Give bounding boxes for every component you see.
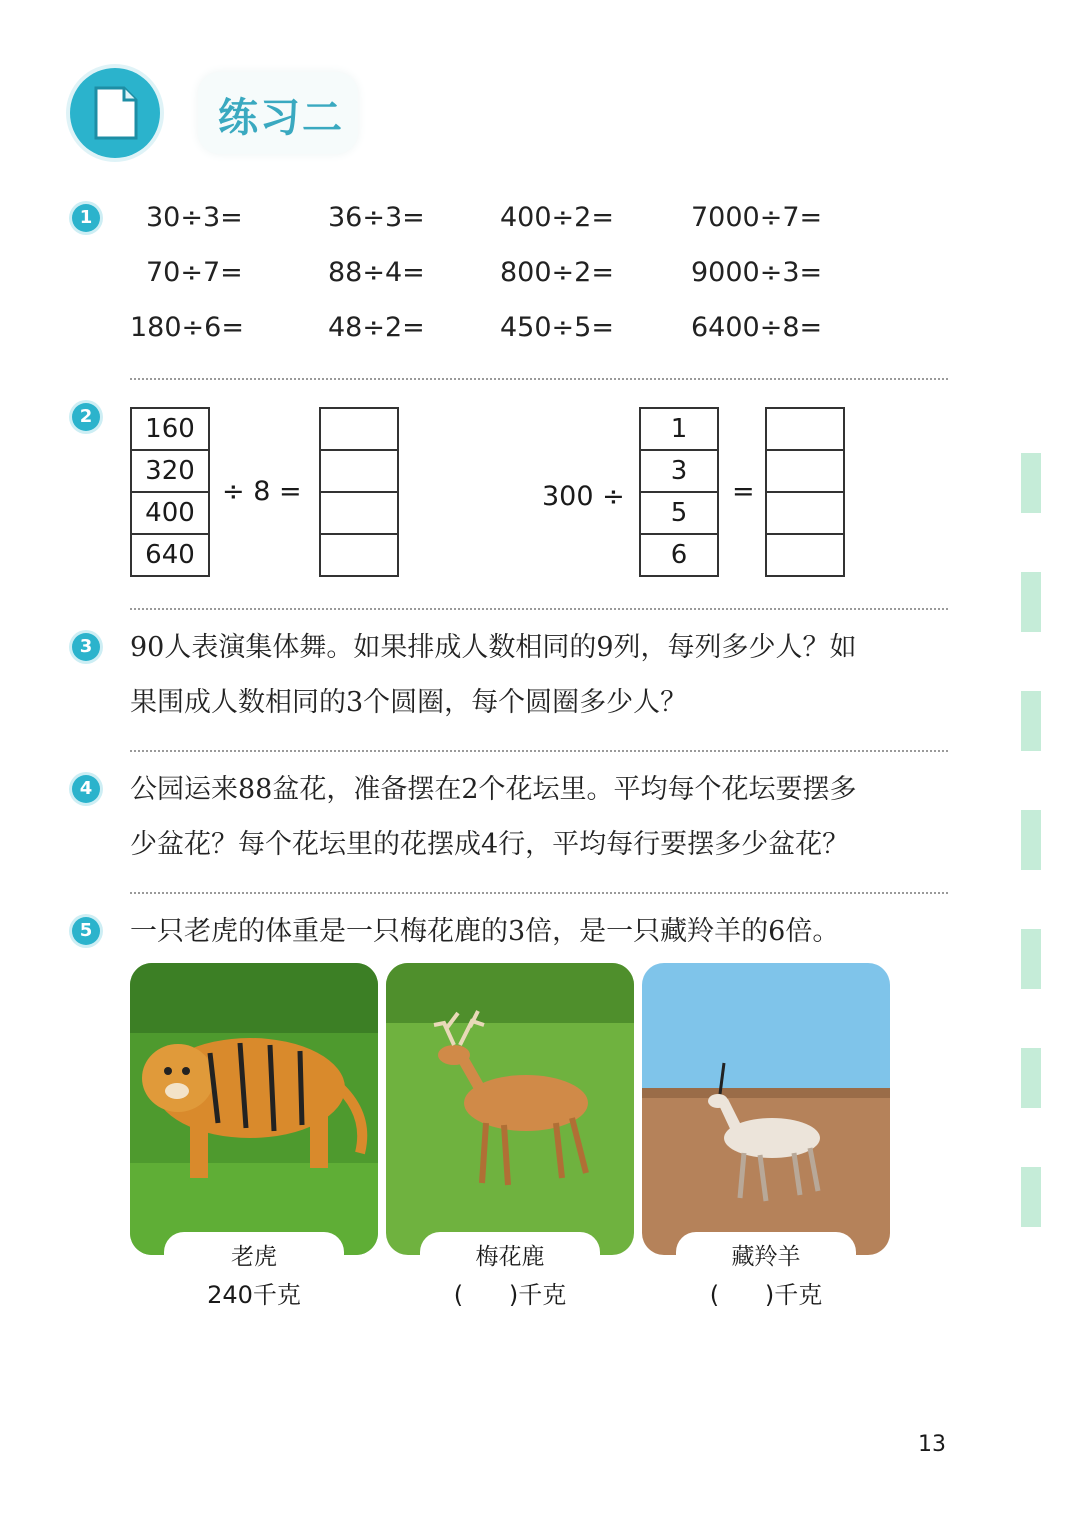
answer-column	[319, 407, 399, 577]
answer-cell[interactable]	[767, 409, 843, 451]
divisor-cell: 1	[641, 409, 717, 451]
expression: 180÷6=	[130, 312, 244, 343]
dividend-cell: 320	[132, 451, 208, 493]
side-tab-marker	[1021, 572, 1041, 632]
expression: 7000÷7=	[691, 202, 823, 233]
answer-cell[interactable]	[321, 493, 397, 535]
page-number: 13	[918, 1432, 946, 1457]
dividend-column	[130, 407, 210, 577]
question-text: 公园运来88盆花，准备摆在2个花坛里。平均每个花坛要摆多	[130, 774, 857, 805]
section-divider	[130, 750, 948, 752]
deer-photo	[386, 963, 634, 1255]
animal-weight-antelope[interactable]: ( )千克	[709, 1281, 823, 1309]
side-tab-marker	[1021, 1048, 1041, 1108]
divisor-cell: 3	[641, 451, 717, 493]
answer-column	[765, 407, 845, 577]
animal-weight-deer[interactable]: ( )千克	[453, 1281, 567, 1309]
question-text: 少盆花？每个花坛里的花摆成4行，平均每行要摆多少盆花？	[130, 829, 850, 860]
answer-cell[interactable]	[767, 535, 843, 575]
question-number-1: 1	[72, 204, 100, 232]
answer-cell[interactable]	[767, 493, 843, 535]
document-icon	[70, 68, 160, 158]
question-text: 90人表演集体舞。如果排成人数相同的9列，每列多少人？如	[130, 632, 857, 663]
answer-cell[interactable]	[321, 451, 397, 493]
expression: 70÷7=	[146, 257, 243, 288]
animal-name-deer: 梅花鹿	[475, 1244, 545, 1270]
divide-operator: ÷ 8 =	[222, 476, 302, 507]
answer-cell[interactable]	[321, 409, 397, 451]
side-tab-marker	[1021, 1167, 1041, 1227]
expression: 9000÷3=	[691, 257, 823, 288]
question-text: 果围成人数相同的3个圆圈，每个圆圈多少人？	[130, 687, 688, 718]
animal-name-tiger: 老虎	[231, 1244, 277, 1270]
section-divider	[130, 608, 948, 610]
side-tab-marker	[1021, 691, 1041, 751]
expression: 6400÷8=	[691, 312, 823, 343]
expression: 450÷5=	[500, 312, 614, 343]
question-number-4: 4	[72, 775, 100, 803]
dividend-cell: 160	[132, 409, 208, 451]
dividend-cell: 400	[132, 493, 208, 535]
expression: 36÷3=	[328, 202, 425, 233]
expression: 30÷3=	[146, 202, 243, 233]
question-text: 一只老虎的体重是一只梅花鹿的3倍，是一只藏羚羊的6倍。	[130, 916, 840, 947]
answer-cell[interactable]	[767, 451, 843, 493]
expression: 800÷2=	[500, 257, 614, 288]
divisor-column	[639, 407, 719, 577]
expression: 88÷4=	[328, 257, 425, 288]
dividend-cell: 640	[145, 540, 195, 570]
animal-weight-tiger: 240千克	[207, 1281, 301, 1309]
question-number-2: 2	[72, 403, 100, 431]
divisor-cell: 6	[670, 540, 688, 570]
dividend-label: 300 ÷	[542, 481, 625, 512]
section-divider	[130, 892, 948, 894]
page-title: 练习二	[218, 94, 344, 141]
divisor-cell: 5	[641, 493, 717, 535]
section-divider	[130, 378, 948, 380]
question-number-3: 3	[72, 633, 100, 661]
question-number-5: 5	[72, 917, 100, 945]
side-tab-marker	[1021, 810, 1041, 870]
expression: 400÷2=	[500, 202, 614, 233]
expression: 48÷2=	[328, 312, 425, 343]
answer-cell[interactable]	[321, 535, 397, 575]
antelope-photo	[642, 963, 890, 1255]
animal-name-antelope: 藏羚羊	[731, 1244, 801, 1270]
side-tab-marker	[1021, 929, 1041, 989]
tiger-photo	[130, 963, 378, 1255]
side-tab-marker	[1021, 453, 1041, 513]
equals-sign: =	[732, 476, 755, 507]
